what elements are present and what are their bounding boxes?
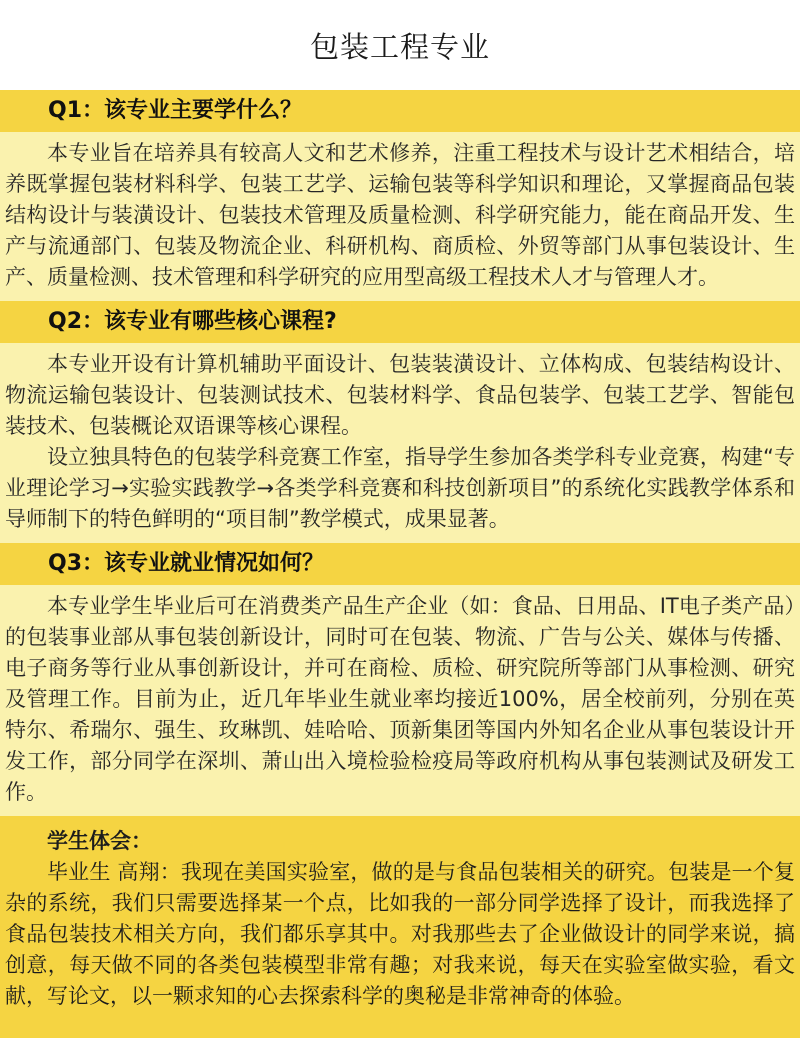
section-q1 — [0, 90, 800, 301]
q1-paragraph: 本专业旨在培养具有较高人文和艺术修养，注重工程技术与设计艺术相结合，培养既掌握包装材料科学、包装工艺学、运输包装等科学知识和理论，又掌握商品包装结构设计与装潢设计、包装技术管理及质量检测、科学研究能力，能在商品开发、生产与流通部门、包装及物流企业、科研机构、商质检、外贸等部门从事包装设计、生产、质量检测、技术管理和科学研究的应用型高级工程技术人才与管理人才。 — [5, 141, 795, 289]
q2-heading: Q2：该专业有哪些核心课程? — [0, 301, 800, 343]
q1-body — [0, 132, 800, 301]
q1-heading: Q1：该专业主要学什么？ — [0, 90, 800, 132]
section-q3 — [0, 543, 800, 816]
q3-heading: Q3：该专业就业情况如何？ — [0, 543, 800, 585]
q2-paragraph-1: 本专业开设有计算机辅助平面设计、包装装潢设计、立体构成、包装结构设计、物流运输包装设计、包装测试技术、包装材料学、食品包装学、包装工艺学、智能包装技术、包装概论双语课等核心课程。 — [5, 352, 795, 438]
student-experience-body — [5, 857, 795, 1012]
student-experience-heading: 学生体会： — [47, 829, 152, 853]
q2-body — [0, 343, 800, 543]
section-student-experience — [0, 816, 800, 1038]
q2-paragraph-2: 设立独具特色的包装学科竞赛工作室，指导学生参加各类学科专业竞赛，构建“专业理论学习→实验实践教学→各类学科竞赛和科技创新项目”的系统化实践教学体系和导师制下的特色鲜明的“项目制”教学模式，成果显著。 — [5, 445, 795, 531]
student-experience-paragraph: 毕业生 高翔：我现在美国实验室，做的是与食品包装相关的研究。包装是一个复杂的系统，我们只需要选择某一个点，比如我的一部分同学选择了设计，而我选择了食品包装技术相关方向，我们都乐享其中。对我那些去了企业做设计的同学来说，搞创意，每天做不同的各类包装模型非常有趣；对我来说，每天在实验室做实验，看文献，写论文，以一颗求知的心去探索科学的奥秘是非常神奇的体验。 — [5, 860, 795, 1008]
page-title: 包装工程专业 — [309, 29, 490, 64]
q3-body — [0, 585, 800, 816]
title-band — [0, 0, 800, 90]
section-q2 — [0, 301, 800, 543]
q3-paragraph: 本专业学生毕业后可在消费类产品生产企业（如：食品、日用品、IT电子类产品）的包装事业部从事包装创新设计，同时可在包装、物流、广告与公关、媒体与传播、电子商务等行业从事创新设计，并可在商检、质检、研究院所等部门从事检测、研究及管理工作。目前为止，近几年毕业生就业率均接近100%，居全校前列，分别在英特尔、希瑞尔、强生、玫琳凯、娃哈哈、顶新集团等国内外知名企业从事包装设计开发工作，部分同学在深圳、萧山出入境检验检疫局等政府机构从事包装测试及研发工作。 — [5, 594, 795, 804]
